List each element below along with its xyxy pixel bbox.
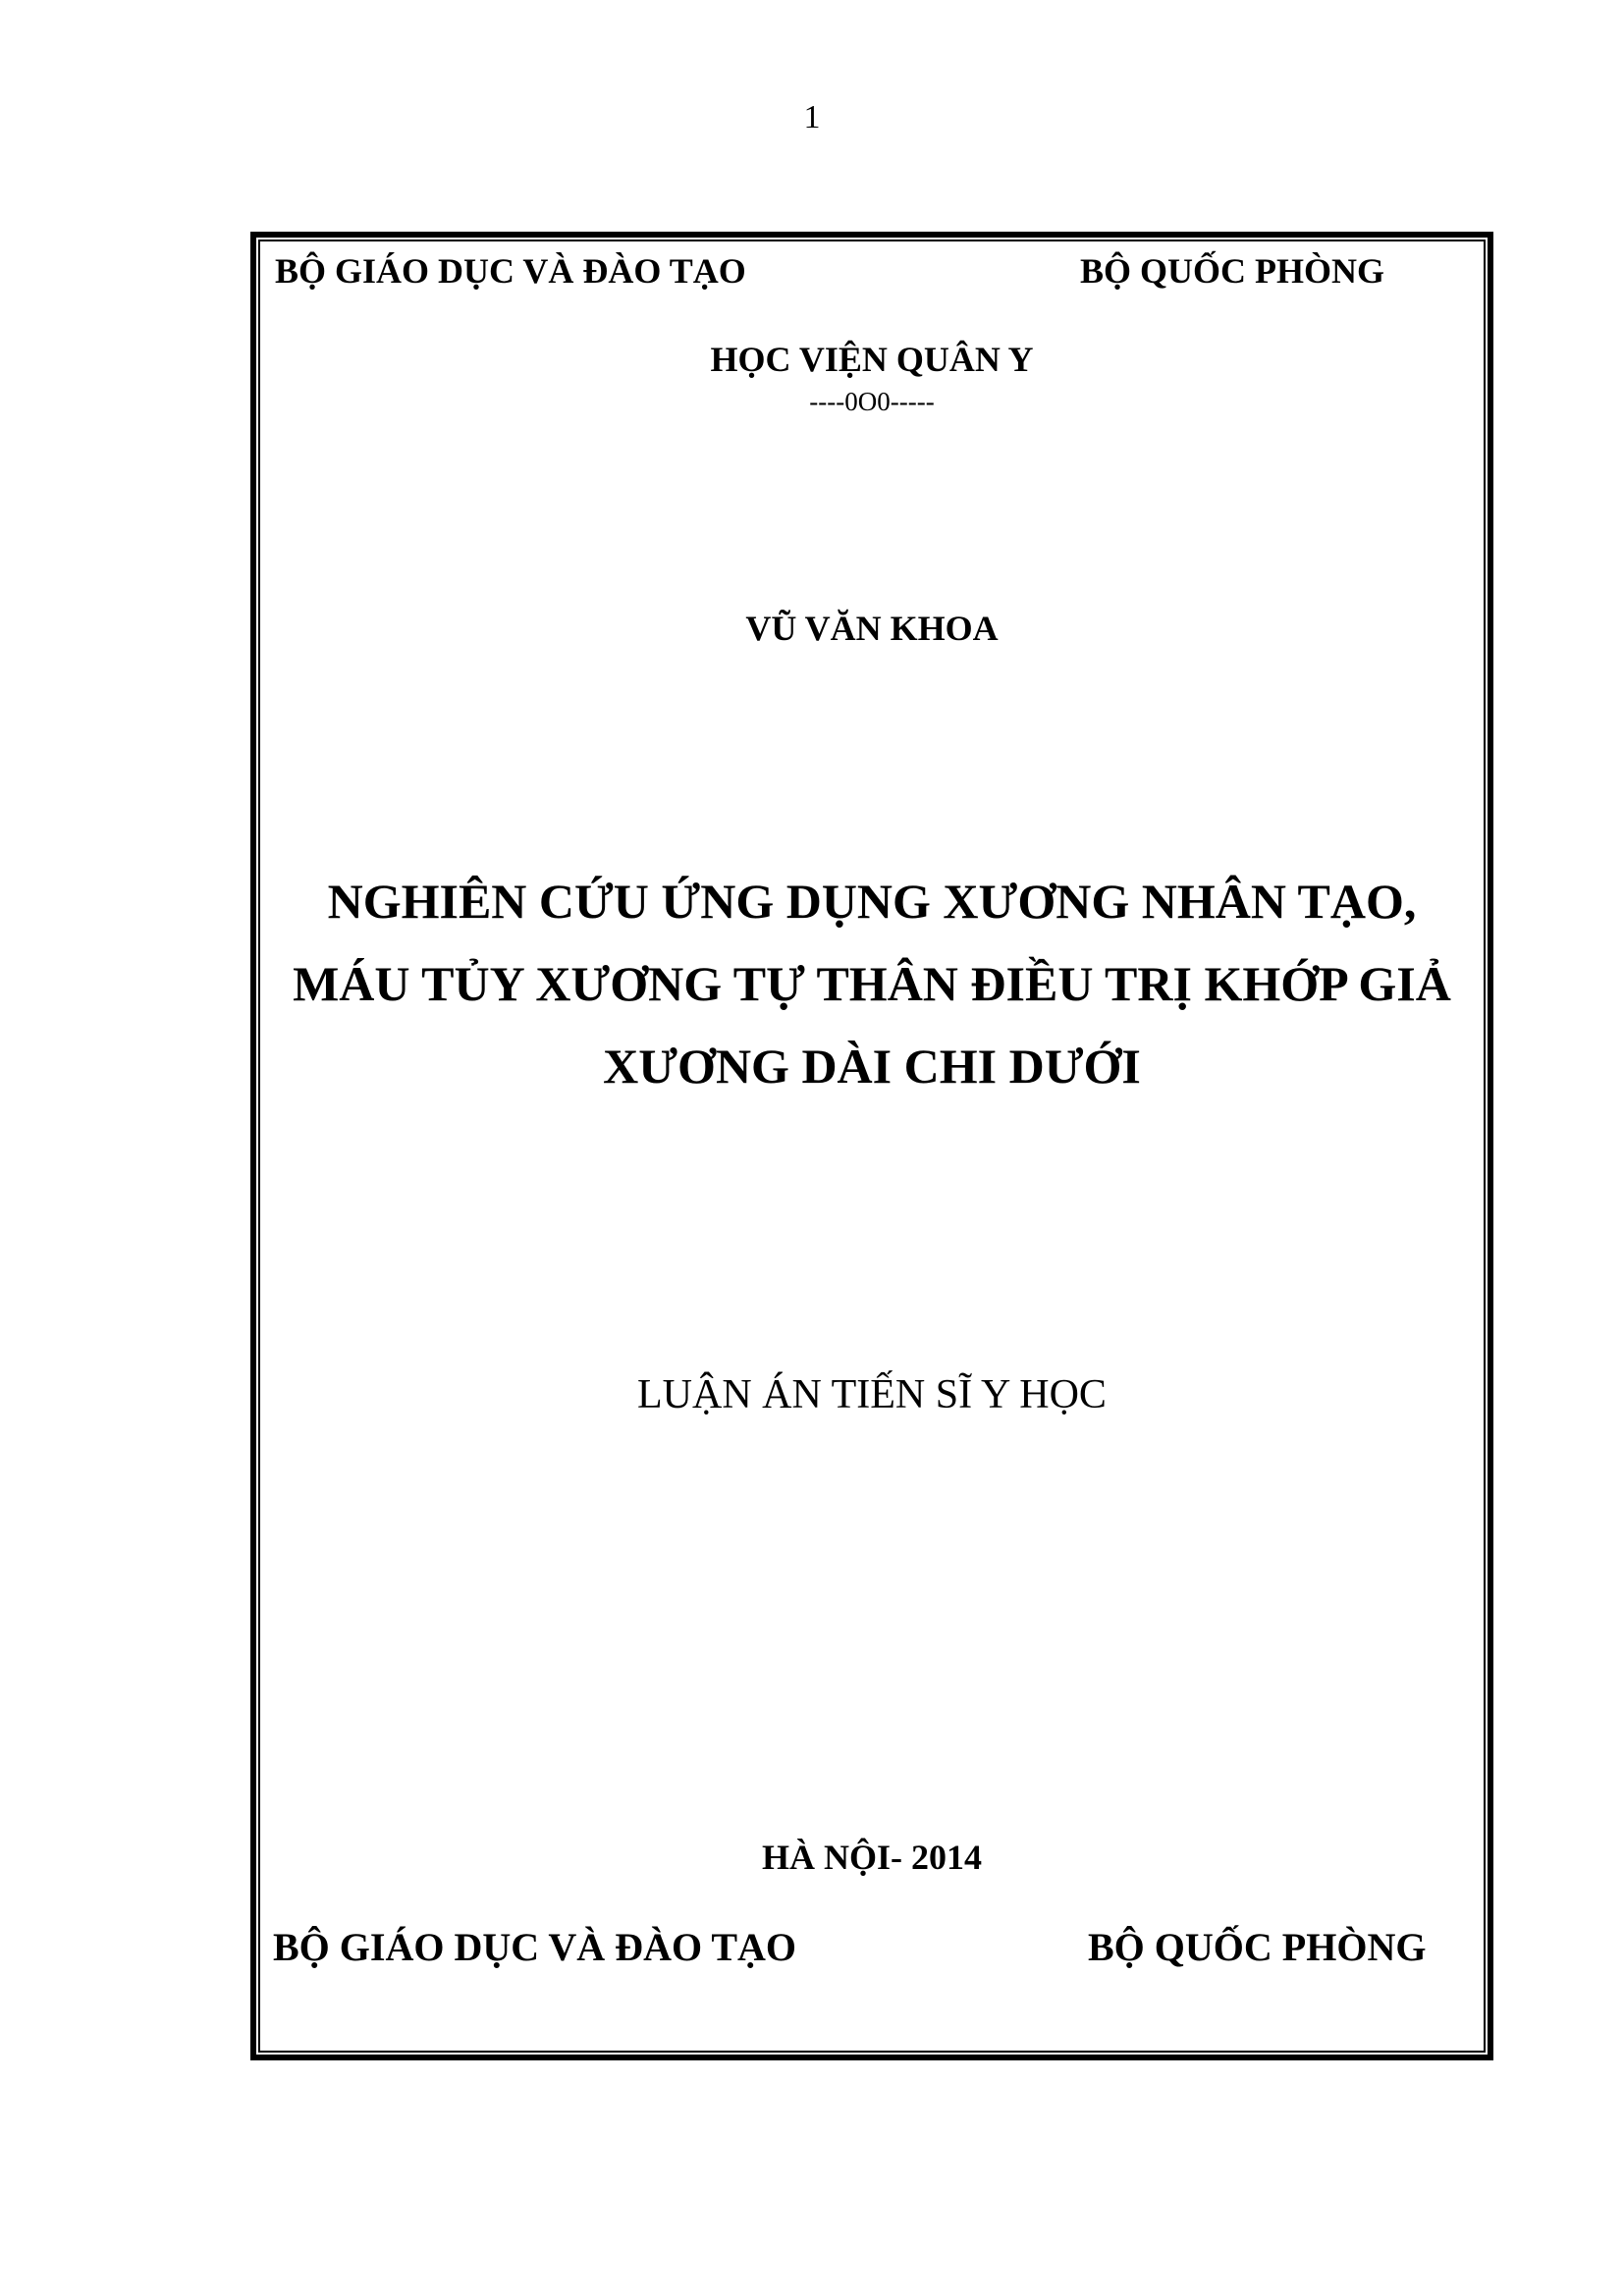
thesis-title-line-2: MÁU TỦY XƯƠNG TỰ THÂN ĐIỀU TRỊ KHỚP GIẢ xyxy=(293,956,1451,1011)
degree-label: LUẬN ÁN TIẾN SĨ Y HỌC xyxy=(637,1372,1107,1417)
decorative-separator: ----0O0----- xyxy=(809,387,935,416)
header-right-ministry: BỘ QUỐC PHÒNG xyxy=(1080,251,1385,291)
footer-left-ministry: BỘ GIÁO DỤC VÀ ĐÀO TẠO xyxy=(273,1925,797,1969)
page-number: 1 xyxy=(803,99,821,135)
thesis-title-line-1: NGHIÊN CỨU ỨNG DỤNG XƯƠNG NHÂN TẠO, xyxy=(327,874,1417,929)
author-name: VŨ VĂN KHOA xyxy=(745,609,999,648)
institute-name: HỌC VIỆN QUÂN Y xyxy=(710,340,1034,379)
cover-frame-inner xyxy=(258,240,1486,2053)
place-year: HÀ NỘI- 2014 xyxy=(762,1838,982,1877)
thesis-title-line-3: XƯƠNG DÀI CHI DƯỚI xyxy=(603,1039,1141,1094)
header-left-ministry: BỘ GIÁO DỤC VÀ ĐÀO TẠO xyxy=(275,251,746,291)
footer-right-ministry: BỘ QUỐC PHÒNG xyxy=(1088,1925,1427,1969)
